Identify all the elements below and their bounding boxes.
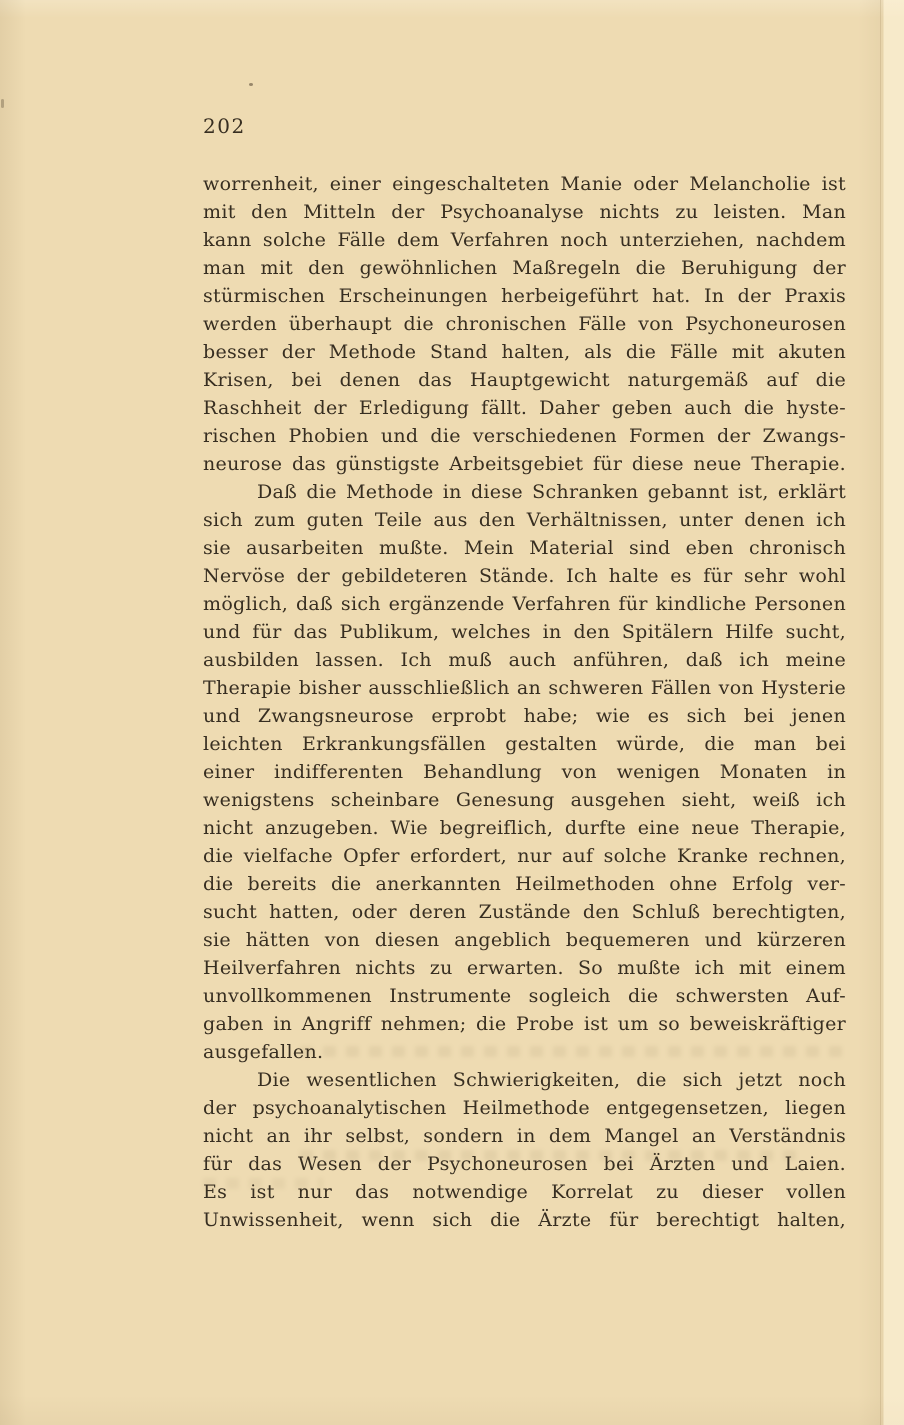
text-line: Nervöse der gebildeteren Stände. Ich halte es für sehr wohl <box>203 565 846 587</box>
text-line: nicht an ihr selbst, sondern in dem Mangel an Verständnis <box>203 1125 846 1147</box>
text-line: ausgefallen. <box>203 1041 324 1063</box>
text-line: und Zwangsneurose erprobt habe; wie es sich bei jenen <box>203 705 846 727</box>
text-line: Daß die Methode in diese Schranken gebannt ist, erklärt <box>257 481 846 503</box>
text-line: werden überhaupt die chronischen Fälle von Psychoneurosen <box>203 313 846 335</box>
text-line: Krisen, bei denen das Hauptgewicht naturgemäß auf die <box>203 369 846 391</box>
text-line: mit den Mitteln der Psychoanalyse nichts zu leisten. Man <box>203 201 846 223</box>
text-block <box>203 170 846 1234</box>
text-line: rischen Phobien und die verschiedenen Formen der Zwangs- <box>203 425 846 447</box>
text-line: ausbilden lassen. Ich muß auch anführen, daß ich meine <box>203 649 846 671</box>
text-line: möglich, daß sich ergänzende Verfahren für kindliche Personen <box>203 593 846 615</box>
text-line: die vielfache Opfer erfordert, nur auf solche Kranke rechnen, <box>203 845 846 867</box>
text-line: unvollkommenen Instrumente sogleich die schwersten Auf- <box>203 985 846 1007</box>
text-line: wenigstens scheinbare Genesung ausgehen sieht, weiß ich <box>203 789 846 811</box>
paper-speck <box>1 99 4 108</box>
text-line: nicht anzugeben. Wie begreiflich, durfte eine neue Therapie, <box>203 817 846 839</box>
text-line: sucht hatten, oder deren Zustände den Schluß berechtigten, <box>203 901 846 923</box>
text-line: für das Wesen der Psychoneurosen bei Ärzten und Laien. <box>203 1153 846 1175</box>
text-line: besser der Methode Stand halten, als die Fälle mit akuten <box>203 341 846 363</box>
paper-speck <box>249 83 253 86</box>
page-number: 202 <box>203 114 246 138</box>
text-line: und für das Publikum, welches in den Spitälern Hilfe sucht, <box>203 621 846 643</box>
text-line: einer indifferenten Behandlung von wenigen Monaten in <box>203 761 846 783</box>
text-line: sie hätten von diesen angeblich bequemeren und kürzeren <box>203 929 846 951</box>
text-line: sich zum guten Teile aus den Verhältnissen, unter denen ich <box>203 509 846 531</box>
text-line: leichten Erkrankungsfällen gestalten würde, die man bei <box>203 733 846 755</box>
paragraph-2 <box>203 478 846 1066</box>
text-line: Therapie bisher ausschließlich an schweren Fällen von Hysterie <box>203 677 846 699</box>
text-line: Es ist nur das notwendige Korrelat zu dieser vollen <box>203 1181 846 1203</box>
text-line: die bereits die anerkannten Heilmethoden ohne Erfolg ver- <box>203 873 846 895</box>
text-line: stürmischen Erscheinungen herbeigeführt hat. In der Praxis <box>203 285 846 307</box>
text-line: Die wesentlichen Schwierigkeiten, die sich jetzt noch <box>257 1069 846 1091</box>
text-line: sie ausarbeiten mußte. Mein Material sind eben chronisch <box>203 537 846 559</box>
paragraph-1 <box>203 170 846 478</box>
text-line: Heilverfahren nichts zu erwarten. So mußte ich mit einem <box>203 957 846 979</box>
text-line: worrenheit, einer eingeschalteten Manie oder Melancholie ist <box>203 173 846 195</box>
text-line: Unwissenheit, wenn sich die Ärzte für berechtigt halten, <box>203 1209 846 1231</box>
text-line: der psychoanalytischen Heilmethode entgegensetzen, liegen <box>203 1097 846 1119</box>
page-edge-fold <box>880 0 881 1425</box>
text-line: gaben in Angriff nehmen; die Probe ist um so beweiskräftiger <box>203 1013 846 1035</box>
text-line: neurose das günstigste Arbeitsgebiet für diese neue Therapie. <box>203 453 846 475</box>
text-line: kann solche Fälle dem Verfahren noch unterziehen, nachdem <box>203 229 846 251</box>
paragraph-3 <box>203 1066 846 1234</box>
text-line: man mit den gewöhnlichen Maßregeln die Beruhigung der <box>203 257 846 279</box>
text-line: Raschheit der Erledigung fällt. Daher geben auch die hyste- <box>203 397 846 419</box>
